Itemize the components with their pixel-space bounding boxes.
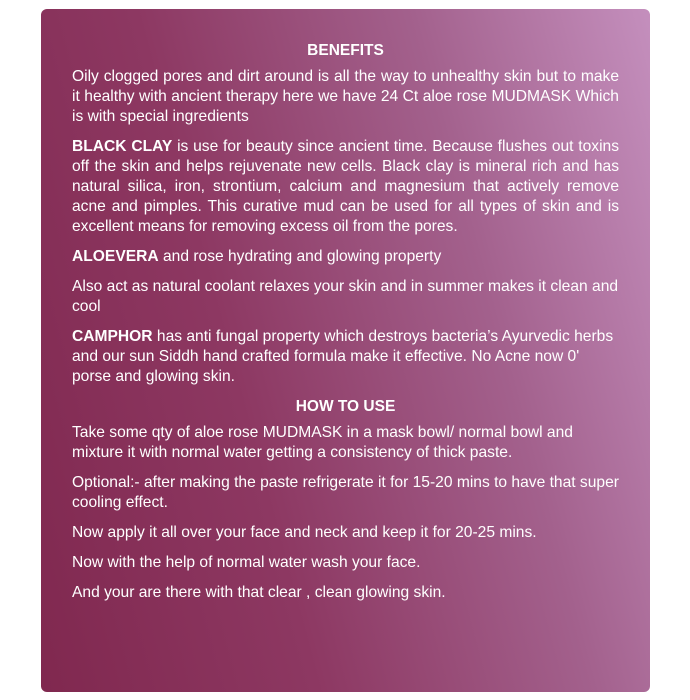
coolant-paragraph: Also act as natural coolant relaxes your skin and in summer makes it clean and cool (72, 278, 619, 315)
aloevera-term: ALOEVERA (72, 248, 159, 265)
benefits-heading: BENEFITS (307, 42, 384, 59)
how-to-use-heading: HOW TO USE (295, 398, 396, 415)
step-paragraph-4: Now with the help of normal water wash your face. (72, 554, 421, 571)
black-clay-text: is use for beauty since ancient time. Because flushes out toxins off the skin and helps rejuvenate new cells. Black clay is mineral rich and has natural silica, iron, strontium, calcium and magnesium that actively remove acne and pimples. This curative mud can be used for all types of skin and is excellent means for removing excess oil from the pores. (72, 138, 620, 235)
black-clay-term: BLACK CLAY (72, 138, 173, 155)
camphor-term: CAMPHOR (72, 328, 153, 345)
aloevera-paragraph (72, 247, 619, 267)
info-panel (41, 9, 650, 692)
step-paragraph-3: Now apply it all over your face and neck and keep it for 20-25 mins. (72, 524, 537, 541)
black-clay-paragraph (72, 137, 619, 237)
step-paragraph-1: Take some qty of aloe rose MUDMASK in a mask bowl/ normal bowl and mixture it with normal water getting a consistency of thick paste. (72, 424, 573, 461)
camphor-paragraph (72, 327, 619, 387)
step-paragraph-5: And your are there with that clear , clean glowing skin. (72, 584, 446, 601)
camphor-text: has anti fungal property which destroys bacteria’s Ayurvedic herbs and our sun Siddh hand crafted formula make it effective. No Acne now 0' porse and glowing skin. (72, 328, 614, 385)
benefits-intro: Oily clogged pores and dirt around is all the way to unhealthy skin but to make it healthy with ancient therapy here we have 24 Ct aloe rose MUDMASK Which is with special ingredients (72, 68, 619, 125)
aloevera-text: and rose hydrating and glowing property (158, 248, 442, 265)
step-paragraph-2: Optional:- after making the paste refrigerate it for 15-20 mins to have that super cooling effect. (72, 474, 619, 511)
